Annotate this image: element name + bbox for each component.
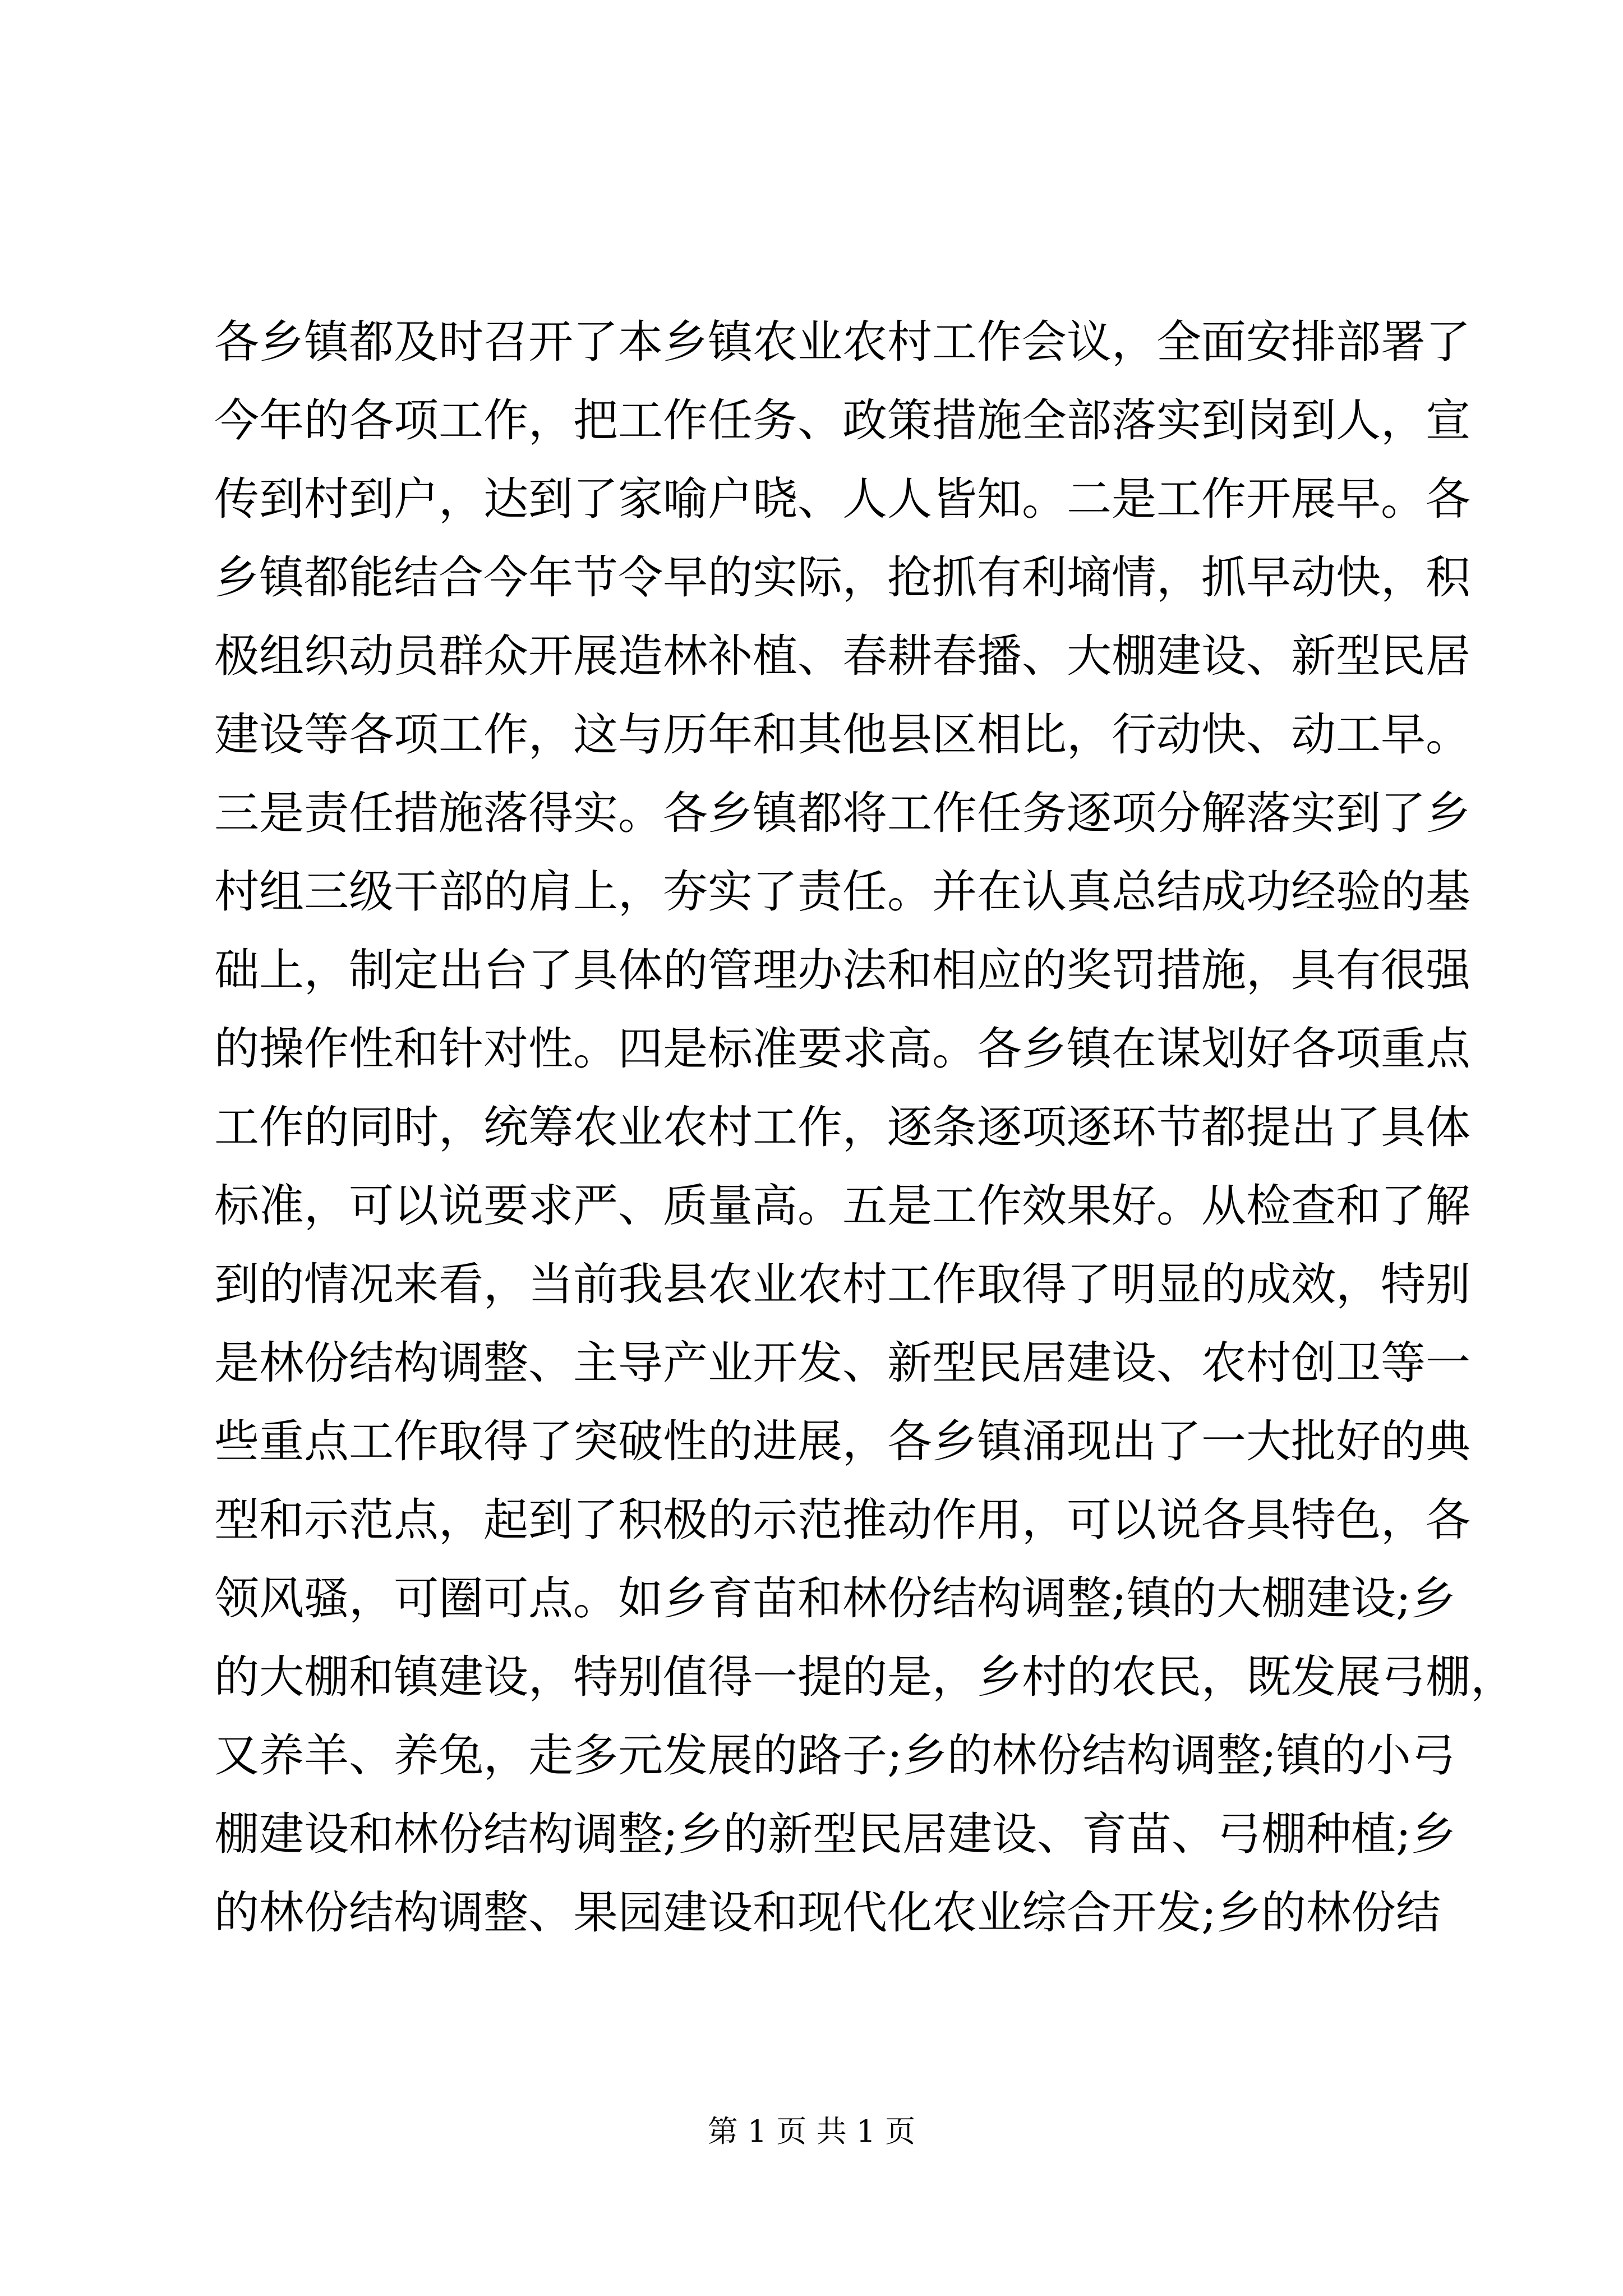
text-line: 极组织动员群众开展造林补植、春耕春播、大棚建设、新型民居 [214, 630, 1470, 682]
text-line: 标准，可以说要求严、质量高。五是工作效果好。从检查和了解 [214, 1180, 1470, 1232]
text-line: 型和示范点，起到了积极的示范推动作用，可以说各具特色，各 [214, 1494, 1470, 1546]
text-line: 的操作性和针对性。四是标准要求高。各乡镇在谋划好各项重点 [214, 1023, 1470, 1075]
text-line: 工作的同时，统筹农业农村工作，逐条逐项逐环节都提出了具体 [214, 1101, 1470, 1153]
text-line: 棚建设和林份结构调整;乡的新型民居建设、育苗、弓棚种植;乡 [214, 1808, 1456, 1860]
text-line: 今年的各项工作，把工作任务、政策措施全部落实到岗到人，宣 [214, 394, 1470, 447]
text-line: 各乡镇都及时召开了本乡镇农业农村工作会议，全面安排部署了 [214, 316, 1470, 368]
text-line: 村组三级干部的肩上，夯实了责任。并在认真总结成功经验的基 [214, 866, 1470, 918]
text-line: 是林份结构调整、主导产业开发、新型民居建设、农村创卫等一 [214, 1337, 1470, 1389]
text-line: 些重点工作取得了突破性的进展，各乡镇涌现出了一大批好的典 [214, 1415, 1470, 1467]
text-line: 的大棚和镇建设，特别值得一提的是，乡村的农民，既发展弓棚， [214, 1651, 1515, 1703]
text-line: 的林份结构调整、果园建设和现代化农业综合开发;乡的林份结 [214, 1887, 1441, 1939]
page-number-footer: 第 1 页 共 1 页 [707, 2114, 916, 2149]
text-line: 建设等各项工作，这与历年和其他县区相比，行动快、动工早。 [214, 708, 1470, 761]
text-line: 础上，制定出台了具体的管理办法和相应的奖罚措施，具有很强 [214, 944, 1470, 996]
text-line: 乡镇都能结合今年节令早的实际，抢抓有利墒情，抓早动快，积 [214, 551, 1470, 604]
text-line: 又养羊、养兔，走多元发展的路子;乡的林份结构调整;镇的小弓 [214, 1729, 1456, 1782]
text-line: 到的情况来看，当前我县农业农村工作取得了明显的成效，特别 [214, 1258, 1470, 1310]
text-line: 领风骚，可圈可点。如乡育苗和林份结构调整;镇的大棚建设;乡 [214, 1572, 1456, 1625]
body-paragraph [214, 303, 1515, 1952]
text-line: 三是责任措施落得实。各乡镇都将工作任务逐项分解落实到了乡 [214, 787, 1470, 839]
text-line: 传到村到户，达到了家喻户晓、人人皆知。二是工作开展早。各 [214, 473, 1470, 525]
